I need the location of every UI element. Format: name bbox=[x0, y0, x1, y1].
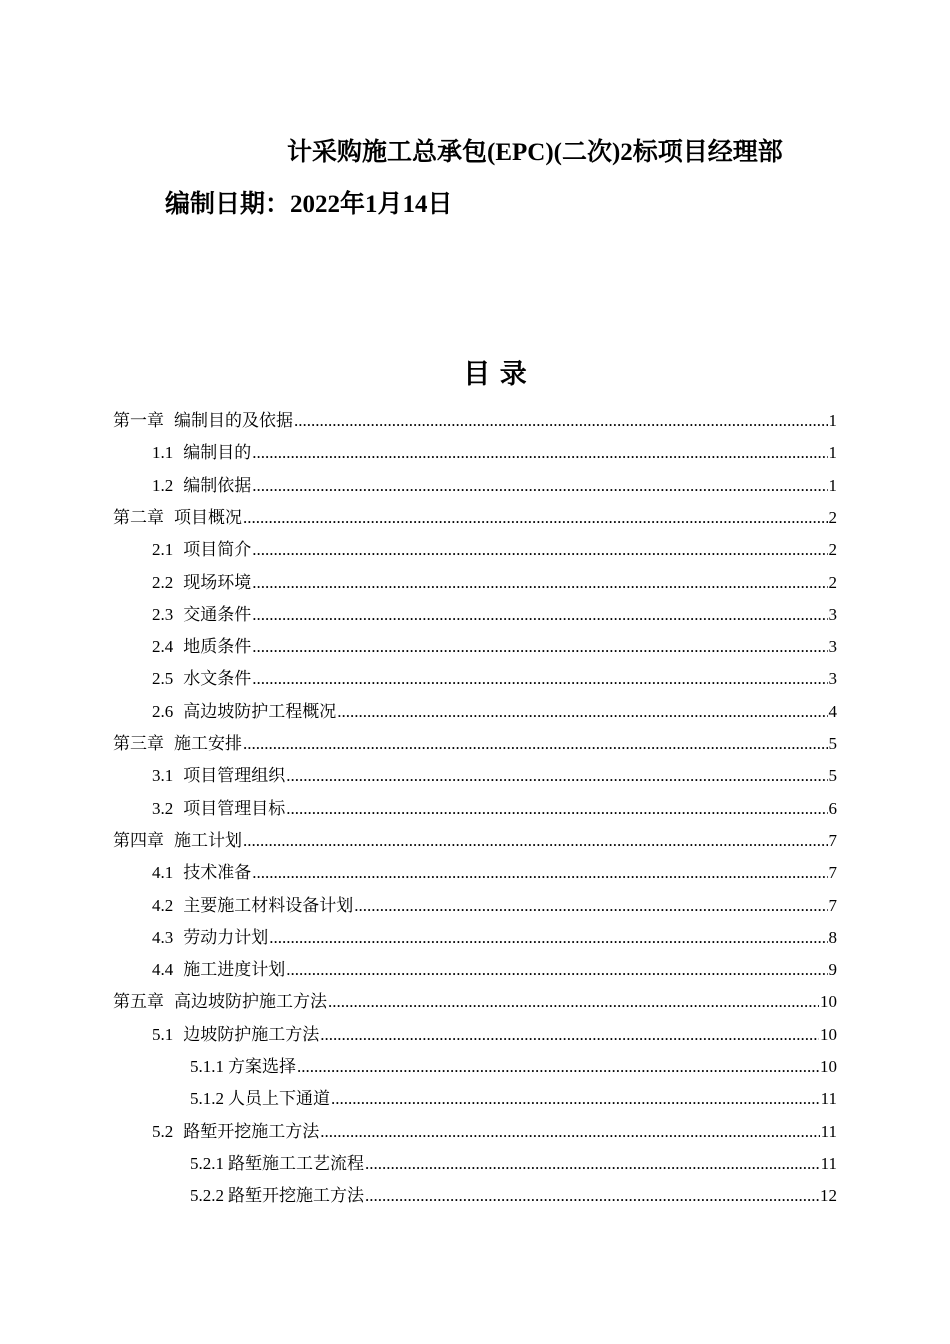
project-title: 计采购施工总承包(EPC)(二次)2标项目经理部 bbox=[287, 139, 783, 166]
toc-entry-label: 施工计划 bbox=[174, 830, 242, 850]
toc-title: 目 录 bbox=[463, 359, 527, 390]
toc-entry[interactable] bbox=[152, 599, 837, 631]
toc-leader-dots bbox=[354, 890, 827, 922]
toc-entry-number: 第四章 bbox=[113, 830, 164, 850]
toc-entry[interactable] bbox=[152, 567, 837, 599]
toc-entry-label: 项目管理目标 bbox=[183, 798, 286, 818]
toc-entry[interactable] bbox=[113, 405, 837, 437]
toc-entry-number: 5.2.2 bbox=[190, 1186, 224, 1206]
toc-entry-page: 4 bbox=[828, 701, 837, 721]
toc-entry-page: 7 bbox=[828, 863, 837, 883]
toc-entry-number: 4.4 bbox=[152, 960, 174, 980]
toc-leader-dots bbox=[243, 825, 828, 857]
toc-leader-dots bbox=[269, 922, 827, 954]
toc-entry-label: 施工安排 bbox=[174, 734, 242, 753]
toc-entry-page: 11 bbox=[820, 1089, 837, 1109]
toc-leader-dots bbox=[286, 954, 827, 986]
toc-entry[interactable] bbox=[190, 1180, 837, 1212]
toc-leader-dots bbox=[252, 663, 827, 695]
toc-entry[interactable] bbox=[152, 760, 837, 792]
toc-entry-page: 9 bbox=[828, 960, 837, 980]
toc-leader-dots bbox=[252, 470, 827, 502]
toc-entry-number: 4.3 bbox=[152, 927, 174, 947]
toc-entry-number: 2.6 bbox=[152, 701, 174, 721]
toc-entry[interactable] bbox=[113, 728, 837, 760]
toc-entry[interactable] bbox=[152, 437, 837, 469]
toc-entry-label: 项目简介 bbox=[183, 540, 252, 560]
toc-entry[interactable] bbox=[152, 857, 837, 889]
toc-entry-number: 第三章 bbox=[113, 734, 164, 753]
toc-entry-page: 11 bbox=[820, 1121, 837, 1141]
toc-leader-dots bbox=[252, 599, 827, 631]
toc-entry[interactable] bbox=[190, 1051, 837, 1083]
toc-entry-number: 5.2.1 bbox=[190, 1153, 224, 1173]
toc-entry[interactable] bbox=[152, 696, 837, 728]
toc-entry-label: 编制目的 bbox=[183, 443, 252, 463]
toc-entry[interactable] bbox=[190, 1148, 837, 1180]
toc-entry-number: 2.1 bbox=[152, 540, 174, 560]
toc-entry-label: 劳动力计划 bbox=[183, 927, 269, 947]
toc-entry-page: 5 bbox=[828, 734, 837, 753]
toc-leader-dots bbox=[286, 793, 827, 825]
toc-entry[interactable] bbox=[152, 663, 837, 695]
toc-entry-label: 主要施工材料设备计划 bbox=[183, 895, 354, 915]
toc-entry-label: 高边坡防护施工方法 bbox=[174, 992, 327, 1012]
toc-entry-page: 3 bbox=[828, 604, 837, 624]
toc-entry-number: 第二章 bbox=[113, 507, 164, 527]
toc-leader-dots bbox=[252, 437, 827, 469]
toc-entry-page: 10 bbox=[820, 992, 837, 1012]
toc-entry-number: 5.2 bbox=[152, 1121, 174, 1141]
toc-leader-dots bbox=[320, 1019, 819, 1051]
toc-entry[interactable] bbox=[152, 793, 837, 825]
toc-entry-page: 7 bbox=[828, 895, 837, 915]
toc-entry-label: 编制依据 bbox=[183, 475, 252, 495]
toc-entry-page: 3 bbox=[828, 669, 837, 689]
toc-leader-dots bbox=[243, 502, 828, 534]
toc-entry-page: 1 bbox=[828, 475, 837, 495]
compile-date: 编制日期：2022年1月14日 bbox=[165, 191, 453, 218]
toc-entry-page: 1 bbox=[828, 443, 837, 463]
toc-entry-number: 1.2 bbox=[152, 475, 174, 495]
toc-leader-dots bbox=[252, 857, 827, 889]
toc-entry-page: 12 bbox=[820, 1186, 837, 1206]
toc-entry[interactable] bbox=[152, 954, 837, 986]
toc-entry[interactable] bbox=[113, 986, 837, 1018]
toc-entry-number: 5.1 bbox=[152, 1024, 174, 1044]
toc-entry-number: 2.2 bbox=[152, 572, 174, 592]
toc-entry[interactable] bbox=[152, 1019, 837, 1051]
toc-entry-page: 11 bbox=[820, 1153, 837, 1173]
toc-entry-page: 2 bbox=[828, 540, 837, 560]
toc-leader-dots bbox=[252, 631, 827, 663]
toc-entry-label: 技术准备 bbox=[183, 863, 252, 883]
toc-entry-label: 现场环境 bbox=[183, 572, 252, 592]
toc-entry-number: 5.1.1 bbox=[190, 1057, 224, 1076]
toc-entry-number: 3.1 bbox=[152, 766, 174, 786]
toc-leader-dots bbox=[252, 567, 827, 599]
toc-entry-label: 交通条件 bbox=[183, 604, 252, 624]
toc-leader-dots bbox=[320, 1116, 819, 1148]
toc-leader-dots bbox=[331, 1083, 820, 1115]
toc-entry-page: 5 bbox=[828, 766, 837, 786]
toc-entry-label: 施工进度计划 bbox=[183, 960, 286, 980]
toc-entry-number: 4.1 bbox=[152, 863, 174, 883]
toc-entry-label: 路堑开挖施工方法 bbox=[228, 1186, 364, 1206]
toc-entry-page: 10 bbox=[820, 1024, 837, 1044]
toc-entry-number: 第五章 bbox=[113, 992, 164, 1012]
toc-entry-label: 路堑施工工艺流程 bbox=[228, 1153, 364, 1173]
toc-entry-number: 3.2 bbox=[152, 798, 174, 818]
toc-entry-label: 边坡防护施工方法 bbox=[183, 1024, 320, 1044]
toc-entry[interactable] bbox=[152, 1116, 837, 1148]
toc-entry-page: 6 bbox=[828, 798, 837, 818]
toc-entry-number: 5.1.2 bbox=[190, 1089, 224, 1109]
toc-entry-label: 项目管理组织 bbox=[183, 766, 286, 786]
toc-entry[interactable] bbox=[152, 922, 837, 954]
toc-entry-page: 1 bbox=[828, 411, 837, 430]
toc-entry[interactable] bbox=[113, 825, 837, 857]
toc-leader-dots bbox=[297, 1051, 819, 1083]
toc-entry-number: 第一章 bbox=[113, 411, 164, 430]
toc-entry-label: 地质条件 bbox=[183, 637, 252, 657]
toc-leader-dots bbox=[365, 1148, 820, 1180]
toc-entry-number: 2.4 bbox=[152, 637, 174, 657]
toc-leader-dots bbox=[243, 728, 828, 760]
toc-entry[interactable] bbox=[152, 470, 837, 502]
toc-entry-page: 3 bbox=[828, 637, 837, 657]
toc-entry-page: 2 bbox=[828, 572, 837, 592]
toc-entry-label: 水文条件 bbox=[183, 669, 252, 689]
toc-entry-number: 4.2 bbox=[152, 895, 174, 915]
toc-entry-page: 10 bbox=[820, 1057, 837, 1076]
toc-entry-page: 8 bbox=[828, 927, 837, 947]
toc-leader-dots bbox=[365, 1180, 819, 1212]
toc-entry-number: 2.3 bbox=[152, 604, 174, 624]
toc-entry-label: 项目概况 bbox=[174, 507, 242, 527]
toc-entry-page: 7 bbox=[828, 830, 837, 850]
toc-entry-number: 1.1 bbox=[152, 443, 174, 463]
toc-entry[interactable] bbox=[190, 1083, 837, 1115]
toc-leader-dots bbox=[337, 696, 827, 728]
toc-entry-label: 高边坡防护工程概况 bbox=[183, 701, 337, 721]
toc-entry-label: 方案选择 bbox=[228, 1057, 296, 1076]
toc-entry[interactable] bbox=[152, 631, 837, 663]
toc-entry-label: 路堑开挖施工方法 bbox=[183, 1121, 320, 1141]
toc-entry-number: 2.5 bbox=[152, 669, 174, 689]
toc-entry-label: 人员上下通道 bbox=[228, 1089, 330, 1109]
toc-entry-label: 编制目的及依据 bbox=[174, 411, 293, 430]
toc-entry-page: 2 bbox=[828, 507, 837, 527]
toc-entry[interactable] bbox=[152, 534, 837, 566]
toc-leader-dots bbox=[294, 405, 828, 437]
toc-leader-dots bbox=[286, 760, 827, 792]
toc-entry[interactable] bbox=[113, 502, 837, 534]
toc-leader-dots bbox=[328, 986, 819, 1018]
toc-leader-dots bbox=[252, 534, 827, 566]
toc-entry[interactable] bbox=[152, 890, 837, 922]
